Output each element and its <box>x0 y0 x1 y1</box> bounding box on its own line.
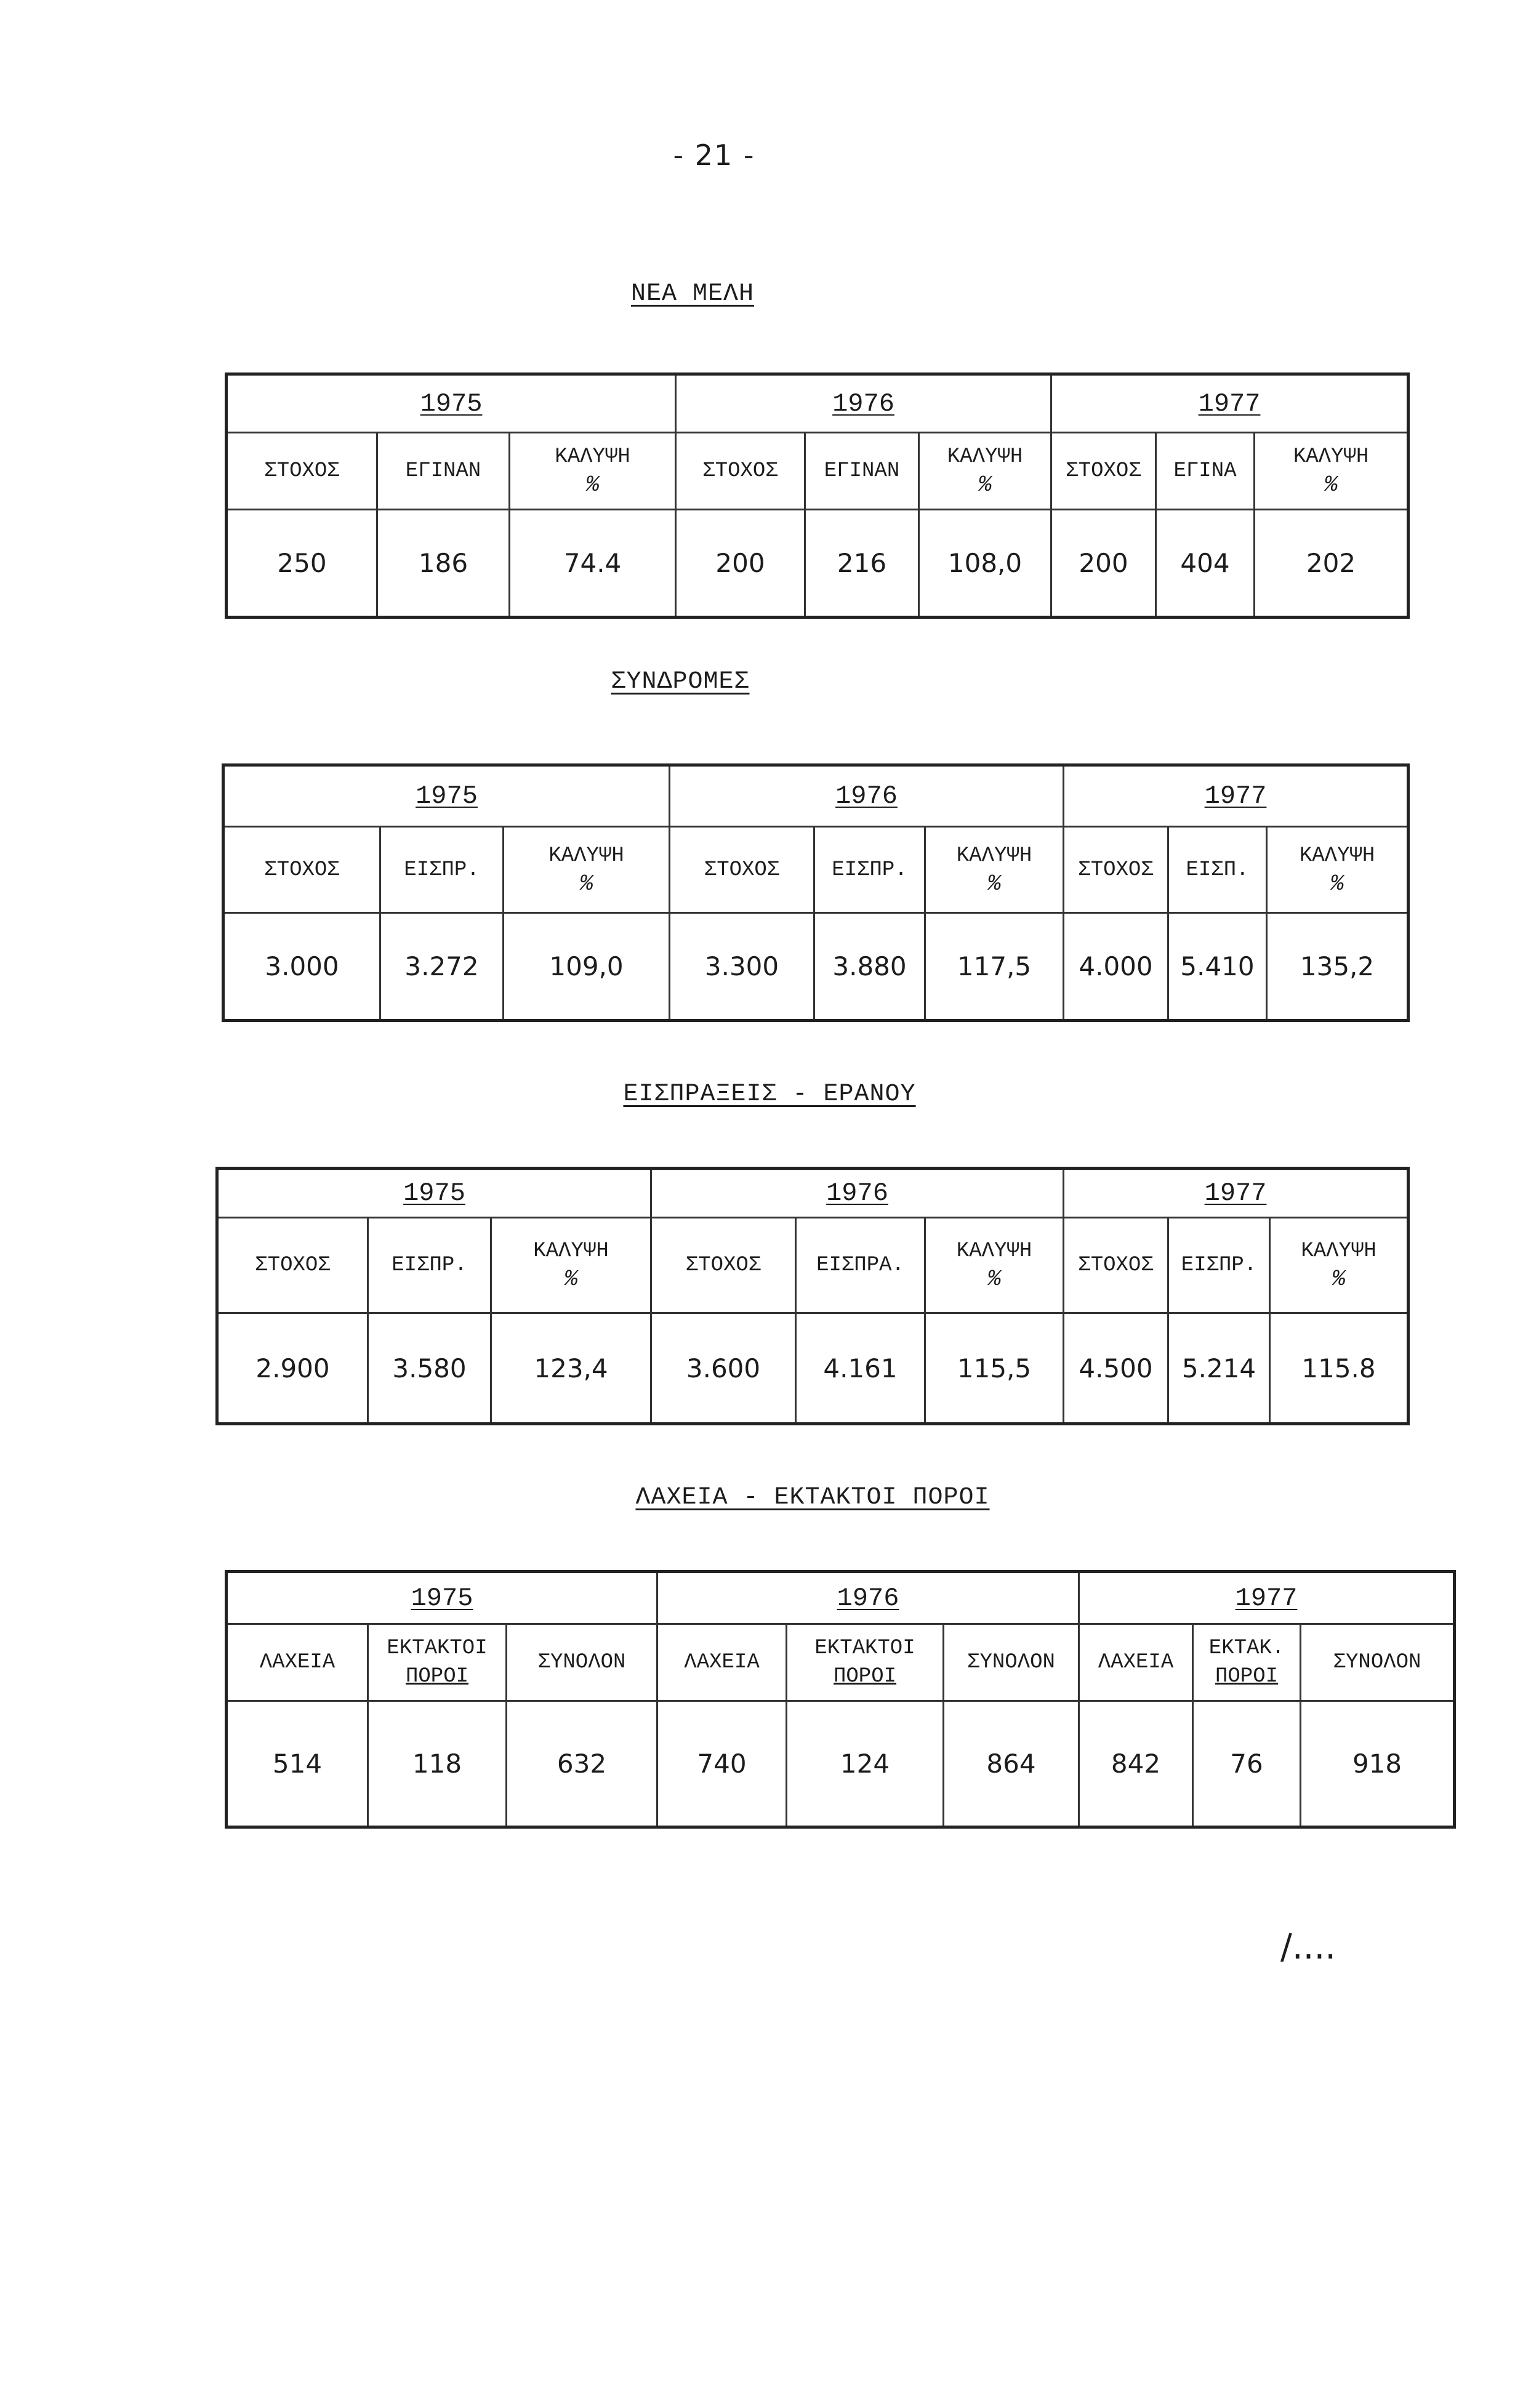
section-title-subscriptions: ΣΥΝΔΡΟΜΕΣ <box>611 668 750 696</box>
year-header-1977: 1977 <box>1064 765 1409 827</box>
table-cell: 135,2 <box>1267 913 1409 1021</box>
table-subscriptions <box>222 763 1410 1022</box>
column-header: ΣΤΟΧΟΣ <box>217 1218 368 1313</box>
column-header: ΕΓΙΝΑ <box>1156 433 1255 510</box>
continuation-mark: /.... <box>1280 1927 1336 1967</box>
table-cell: 632 <box>507 1701 657 1827</box>
column-header: ΣΤΟΧΟΣ <box>651 1218 796 1313</box>
table-cell: 3.880 <box>814 913 925 1021</box>
column-header: ΣΤΟΧΟΣ <box>1064 1218 1168 1313</box>
section-title-collections: ΕΙΣΠΡΑΞΕΙΣ - ΕΡΑΝΟΥ <box>623 1081 916 1108</box>
column-header: ΚΑΛΥΨΗ % <box>925 827 1064 913</box>
year-header-1975: 1975 <box>227 1572 657 1624</box>
column-header: ΣΤΟΧΟΣ <box>676 433 805 510</box>
column-header: ΚΑΛΥΨΗ % <box>491 1218 651 1313</box>
table-cell: 3.000 <box>223 913 380 1021</box>
table-cell: 514 <box>227 1701 368 1827</box>
page-number: - 21 - <box>673 139 755 172</box>
table-cell: 115.8 <box>1270 1313 1409 1424</box>
table-cell: 4.161 <box>796 1313 925 1424</box>
column-header: ΣΥΝΟΛΟΝ <box>944 1624 1079 1701</box>
column-header: ΛΑΧΕΙΑ <box>657 1624 787 1701</box>
column-header: ΕΚΤΑΚ. ΠΟΡΟΙ <box>1193 1624 1301 1701</box>
year-header-1977: 1977 <box>1079 1572 1455 1624</box>
column-header: ΕΙΣΠ. <box>1168 827 1267 913</box>
table-cell: 115,5 <box>925 1313 1064 1424</box>
column-header: ΚΑΛΥΨΗ % <box>919 433 1051 510</box>
table-cell: 109,0 <box>504 913 670 1021</box>
table-cell: 123,4 <box>491 1313 651 1424</box>
table-cell: 74.4 <box>510 510 676 618</box>
table-cell: 108,0 <box>919 510 1051 618</box>
column-header: ΣΤΟΧΟΣ <box>670 827 814 913</box>
column-header: ΣΤΟΧΟΣ <box>227 433 377 510</box>
table-cell: 202 <box>1255 510 1409 618</box>
column-header: ΛΑΧΕΙΑ <box>1079 1624 1193 1701</box>
table-cell: 124 <box>787 1701 944 1827</box>
column-header: ΣΥΝΟΛΟΝ <box>507 1624 657 1701</box>
year-header-1976: 1976 <box>676 374 1051 433</box>
table-cell: 76 <box>1193 1701 1301 1827</box>
column-header: ΚΑΛΥΨΗ % <box>925 1218 1064 1313</box>
column-header: ΣΤΟΧΟΣ <box>1051 433 1156 510</box>
table-cell: 5.214 <box>1168 1313 1270 1424</box>
column-header: ΚΑΛΥΨΗ % <box>504 827 670 913</box>
table-cell: 118 <box>368 1701 507 1827</box>
column-header: ΚΑΛΥΨΗ % <box>510 433 676 510</box>
year-header-1976: 1976 <box>670 765 1064 827</box>
year-header-1975: 1975 <box>227 374 676 433</box>
column-header: ΕΙΣΠΡΑ. <box>796 1218 925 1313</box>
column-header: ΣΤΟΧΟΣ <box>1064 827 1168 913</box>
column-header: ΕΙΣΠΡ. <box>814 827 925 913</box>
table-cell: 4.500 <box>1064 1313 1168 1424</box>
table-cell: 200 <box>676 510 805 618</box>
table-cell: 3.272 <box>380 913 504 1021</box>
table-cell: 200 <box>1051 510 1156 618</box>
table-cell: 4.000 <box>1064 913 1168 1021</box>
year-header-1976: 1976 <box>651 1169 1064 1218</box>
column-header: ΕΙΣΠΡ. <box>380 827 504 913</box>
year-header-1977: 1977 <box>1064 1169 1409 1218</box>
column-header: ΕΓΙΝΑΝ <box>377 433 510 510</box>
table-cell: 2.900 <box>217 1313 368 1424</box>
column-header: ΚΑΛΥΨΗ % <box>1270 1218 1409 1313</box>
section-title-lottery: ΛΑΧΕΙΑ - ΕΚΤΑΚΤΟΙ ΠΟΡΟΙ <box>635 1484 990 1512</box>
table-cell: 864 <box>944 1701 1079 1827</box>
column-header: ΛΑΧΕΙΑ <box>227 1624 368 1701</box>
section-title-new-members: ΝΕΑ ΜΕΛΗ <box>630 280 755 308</box>
table-cell: 117,5 <box>925 913 1064 1021</box>
column-header: ΕΓΙΝΑΝ <box>805 433 919 510</box>
table-cell: 740 <box>657 1701 787 1827</box>
table-cell: 918 <box>1301 1701 1455 1827</box>
table-cell: 250 <box>227 510 377 618</box>
year-header-1975: 1975 <box>217 1169 651 1218</box>
year-header-1976: 1976 <box>657 1572 1079 1624</box>
column-header: ΕΙΣΠΡ. <box>368 1218 491 1313</box>
column-header: ΕΚΤΑΚΤΟΙ ΠΟΡΟΙ <box>368 1624 507 1701</box>
column-header: ΕΚΤΑΚΤΟΙ ΠΟΡΟΙ <box>787 1624 944 1701</box>
table-cell: 3.300 <box>670 913 814 1021</box>
year-header-1975: 1975 <box>223 765 670 827</box>
table-cell: 216 <box>805 510 919 618</box>
table-cell: 186 <box>377 510 510 618</box>
column-header: ΕΙΣΠΡ. <box>1168 1218 1270 1313</box>
table-cell: 842 <box>1079 1701 1193 1827</box>
column-header: ΣΥΝΟΛΟΝ <box>1301 1624 1455 1701</box>
column-header: ΣΤΟΧΟΣ <box>223 827 380 913</box>
column-header: ΚΑΛΥΨΗ % <box>1267 827 1409 913</box>
column-header: ΚΑΛΥΨΗ % <box>1255 433 1409 510</box>
table-lottery <box>225 1570 1456 1829</box>
table-cell: 3.580 <box>368 1313 491 1424</box>
table-collections <box>215 1167 1410 1425</box>
table-new-members <box>225 372 1410 619</box>
table-cell: 3.600 <box>651 1313 796 1424</box>
table-cell: 5.410 <box>1168 913 1267 1021</box>
year-header-1977: 1977 <box>1051 374 1409 433</box>
table-cell: 404 <box>1156 510 1255 618</box>
